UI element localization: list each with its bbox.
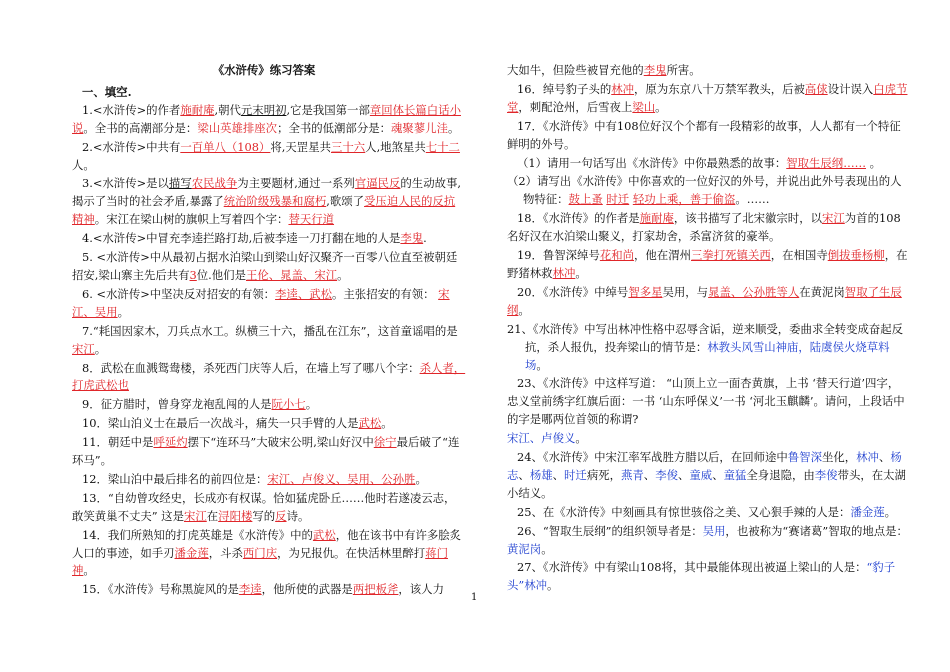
right-paragraph — [507, 173, 909, 209]
question-text: 1.<水浒传>的作者 — [82, 102, 181, 117]
question-text: 。 — [541, 541, 553, 556]
question-text: 25、在《水浒传》中刻画具有惊世骇俗之美、又心狠手辣的人是： — [517, 504, 851, 519]
question-text: 12．梁山泊中最后排名的前四位是： — [82, 471, 268, 486]
answer-text: 梁山英雄排座次 — [197, 120, 278, 135]
question-text: ，原为东京八十万禁军教头，后被 — [634, 81, 805, 96]
answer-text: 施耐庵 — [180, 102, 215, 117]
question-text: 。 — [337, 267, 349, 282]
answer-text: 王伦、晁盖、宋江 — [245, 267, 338, 282]
answer-text: 燕青 — [621, 467, 644, 482]
question-text: 为主要题材,通过一系列 — [237, 176, 355, 191]
question-text: 吴用，与 — [662, 284, 709, 299]
right-paragraph — [507, 118, 909, 154]
answer-text: 林冲 — [611, 81, 635, 96]
question-text: 。 — [83, 563, 95, 578]
question-text: 18．《水浒传》的作者是 — [517, 211, 640, 226]
question-text: 、 — [712, 467, 724, 482]
answer-text: 潘金莲 — [850, 504, 885, 519]
question-text: 20．《水浒传》中绰号 — [517, 284, 629, 299]
question-text: 。 — [547, 578, 559, 593]
question-text: 24、《水浒传》中宋江率军战胜方腊以后，在回师途中 — [517, 450, 788, 465]
left-paragraph — [72, 175, 466, 229]
question-text: 。全书的高潮部分是： — [83, 120, 198, 135]
question-text: 19．鲁智深绰号 — [517, 248, 600, 263]
question-text: 、 — [678, 467, 690, 482]
right-column — [507, 62, 909, 596]
question-text: 13．“自幼曾攻经史，长成亦有权谋。恰如猛虎卧丘……他时若遂凌云志，敢笑黄巢不丈夫” 这是 — [72, 490, 456, 523]
answer-text: 武松 — [312, 527, 336, 542]
right-paragraph — [507, 247, 909, 283]
question-text: 大如牛，但险些被冒充他的 — [507, 63, 644, 77]
question-text: 16．绰号豹子头的 — [517, 81, 612, 96]
question-text: 、 — [552, 467, 565, 482]
answer-text: 高俅 — [804, 81, 828, 96]
answer-text: 李俊 — [655, 467, 678, 482]
answer-text: 童猛 — [723, 467, 747, 482]
answer-text: 杨雄 — [529, 467, 553, 482]
right-paragraph — [507, 155, 909, 173]
right-paragraph — [507, 321, 909, 375]
answer-text: 童威 — [689, 467, 713, 482]
question-text: 。 — [884, 504, 897, 519]
right-paragraph — [507, 210, 909, 246]
question-text: 。 — [575, 265, 587, 280]
question-text: 的生动故事,揭示了当时的社会矛盾,暴露了 — [72, 176, 461, 209]
question-text: ，也被称为“赛诸葛”智取的地点是： — [725, 523, 908, 538]
question-text: 。 — [518, 302, 530, 317]
question-text: ,歌颂了 — [326, 194, 365, 209]
answer-text: “豹子头”林冲 — [507, 560, 896, 593]
question-text: 。 — [117, 304, 129, 319]
question-text: 全身退隐，由 — [746, 467, 815, 482]
answer-text: 李逵 — [238, 582, 262, 597]
answer-text: 替天行道 — [288, 212, 335, 227]
question-text: 11．朝廷中是 — [82, 435, 154, 450]
answer-text: 黄泥岗 — [507, 541, 542, 556]
answer-text: 宋江、吴用 — [72, 286, 450, 319]
answer-text: 林教头风雪山神庙，陆虞侯火烧草料场 — [525, 339, 890, 372]
answer-text: 宋江、卢俊义 — [507, 431, 576, 446]
question-text: ,它是我国第一部 — [286, 102, 370, 117]
right-paragraph — [507, 523, 909, 559]
answer-text: 吴用 — [702, 523, 726, 538]
left-paragraph — [72, 434, 466, 470]
right-paragraph — [507, 430, 909, 448]
question-text: 在 — [206, 508, 219, 523]
page-number: 1 — [471, 592, 478, 603]
question-text: 15．《水浒传》号称黑旋风的是 — [82, 582, 239, 597]
answer-text: 白虎节堂 — [507, 81, 908, 114]
answer-text: 倒拔垂杨柳 — [827, 248, 885, 263]
question-text: 设计误入 — [827, 81, 874, 96]
answer-text: 反 — [275, 508, 287, 523]
answer-text: 魂聚蓼儿洼 — [391, 120, 448, 135]
question-text: 10．梁山泊义士在最后一次战斗，痛失一只手臂的人是 — [82, 416, 359, 431]
answer-text: 呼延灼 — [153, 435, 188, 450]
answer-text: 宋江 — [821, 211, 845, 226]
question-text: ，他在该书中有许多脍炙人口的事迹，如手刃 — [72, 527, 462, 560]
question-text: （2）请写出《水浒传》中你喜欢的一位好汉的外号，并说出此外号表现出的人物特征： — [507, 174, 902, 207]
answer-text: 3 — [189, 267, 197, 282]
question-text: ，该人力 — [398, 582, 444, 597]
answer-text: 三十六 — [330, 139, 366, 154]
question-text: 。 — [305, 397, 318, 412]
right-paragraph — [507, 375, 909, 429]
right-paragraph — [507, 559, 909, 595]
question-text: 。 — [575, 431, 587, 446]
question-text: （1）请用一句话写出《水浒传》中你最熟悉的故事： — [517, 155, 787, 170]
question-text: ，刺配沧州，后雪夜上 — [518, 99, 633, 114]
answer-text: 官逼民反 — [354, 176, 401, 191]
answer-text: 受压迫人民的反抗精神 — [72, 194, 456, 227]
left-paragraph — [72, 471, 466, 489]
question-text: ；全书的低潮部分是： — [277, 120, 391, 135]
question-text: ，他在渭州 — [634, 248, 691, 263]
question-text: 。 — [447, 120, 460, 135]
answer-text: 宋江、卢俊义、吴用、公孙胜 — [267, 471, 416, 486]
answer-text: 两把板斧 — [352, 582, 399, 597]
left-paragraph — [72, 139, 466, 175]
question-text: 坐化， — [821, 450, 857, 465]
answer-text: 李逵、武松 — [275, 286, 333, 301]
answer-text: 浔阳楼 — [218, 508, 253, 523]
right-paragraph — [507, 504, 909, 522]
right-paragraph — [507, 449, 909, 503]
question-text: 。…… — [735, 192, 770, 207]
question-text: 4.<水浒传>中冒充李逵拦路打劫,后被李逵一刀打翻在地的人是 — [82, 231, 401, 246]
question-text: 、 — [643, 467, 656, 482]
left-column — [72, 62, 466, 600]
question-text: 3.<水浒传>是以 — [82, 176, 169, 191]
question-text: 摆下“连环马”大破宋公明,梁山好汉中 — [187, 435, 374, 450]
question-text: ，为兄报仇。在快活林里醉打 — [277, 545, 426, 560]
answer-text: 时迁 — [564, 467, 587, 482]
question-text: 5. <水浒传>中从最初占据水泊梁山到梁山好汉聚齐一百零八位直至被朝廷招安,梁山寨主先后共有 — [72, 250, 458, 282]
question-text: 17．《水浒传》中有108位好汉个个都有一段精彩的故事，人人都有一个特征鲜明的外号。 — [507, 118, 901, 151]
answer-text: 潘金莲 — [174, 545, 209, 560]
question-text: 位.他们是 — [196, 267, 246, 282]
question-text: 。主张招安的有领： — [332, 286, 439, 301]
question-text: 23、《水浒传》中这样写道： “山顶上立一面杏黄旗，上书 ‘替天行道’四字，忠义堂前绣字红旗后面：一书 ‘山东呼保义’一书 ‘河北玉麒麟’。请问，上段话中的字是哪两位首领的称谓? — [507, 376, 905, 427]
left-paragraph — [72, 230, 466, 248]
answer-text: 梁山 — [632, 99, 656, 114]
left-paragraph — [72, 581, 466, 599]
question-text: ，该书描写了北宋徽宗时，以 — [673, 211, 822, 226]
left-paragraph — [72, 102, 466, 138]
question-text: 写的 — [252, 508, 276, 523]
answer-text: 章回体长篇白话小说 — [72, 102, 461, 135]
answer-text: 智取了生辰纲 — [507, 284, 902, 317]
section-heading: 一、填空. — [82, 84, 132, 99]
question-text: 6. <水浒传>中坚决反对招安的有领： — [82, 286, 276, 301]
answer-text: 描写 — [168, 176, 192, 191]
question-text: 病死， — [586, 467, 621, 482]
question-text: 、 — [878, 450, 891, 465]
left-paragraphs — [72, 102, 466, 599]
question-text: 人。 — [72, 157, 95, 172]
answer-text: 鲁智深 — [787, 450, 822, 465]
answer-text: 施耐庵 — [639, 211, 674, 226]
question-text: ,朝代 — [214, 102, 241, 117]
question-text: 。宋江在梁山树的旗帜上写着四个字： — [94, 212, 289, 227]
answer-text: 李鬼 — [400, 231, 424, 246]
answer-text: 鼓上蚤 — [568, 192, 603, 207]
question-text: 为首的108名好汉在水泊梁山聚义，打家劫舍，杀富济贫的豪举。 — [507, 211, 901, 244]
left-paragraph — [72, 286, 466, 322]
answer-text: 西门庆 — [242, 545, 278, 560]
question-text: 8．武松在血溅鸳鸯楼，杀死西门庆等人后，在墙上写了哪八个字： — [82, 360, 420, 375]
answer-text: 蒋门神 — [72, 545, 448, 578]
answer-text: 李鬼 — [643, 63, 667, 77]
right-paragraphs — [507, 62, 909, 595]
question-text: 将,天罡星共 — [270, 139, 331, 154]
question-text: 所害。 — [666, 63, 701, 77]
question-text: 在黄泥岗 — [799, 284, 845, 299]
question-text: 7.“耗国因家木，刀兵点水工。纵横三十六，播乱在江东”，这首童谣唱的是 — [82, 323, 458, 338]
answer-text: 元末明初 — [240, 102, 287, 117]
question-text: 14．我们所熟知的打虎英雄是《水浒传》中的 — [82, 527, 313, 542]
answer-text: 杀人者，打虎武松也 — [72, 360, 466, 393]
question-text: 带头，在太湖小结义。 — [507, 467, 906, 500]
question-text: 人,地煞星共 — [365, 139, 426, 154]
left-paragraph — [72, 396, 466, 414]
answer-text: 七十二 — [425, 139, 460, 154]
question-text: 。 — [655, 99, 667, 114]
left-paragraph — [72, 360, 466, 396]
question-text: 。 — [536, 357, 548, 372]
question-text: 诗。 — [286, 508, 310, 523]
question-text: 最后破了“连环马”。 — [72, 435, 460, 468]
question-text: 21、《水浒传》中写出林冲性格中忍辱含诟，逆来顺受，委曲求全转变成奋起反抗，杀人报仇，投奔梁山的情节是： — [507, 321, 904, 354]
right-paragraph — [507, 81, 909, 117]
right-paragraph — [507, 284, 909, 320]
question-text: 。 — [415, 471, 427, 486]
answer-text: 宋江 — [72, 341, 95, 356]
answer-text: 杨志 — [507, 450, 902, 482]
question-text: ，斗杀 — [208, 545, 243, 560]
answer-text: 时迁 — [606, 192, 630, 207]
question-text: ，在相国寺 — [770, 248, 828, 263]
doc-title: 《水浒传》练习答案 — [212, 63, 316, 77]
left-paragraph — [72, 323, 466, 359]
question-text: ，他所使的武器是 — [261, 582, 353, 597]
left-paragraph — [72, 527, 466, 581]
question-text: . — [423, 231, 427, 246]
left-paragraph — [72, 249, 466, 285]
question-text: 9．征方腊时，曾身穿龙袍乱闯的人是 — [82, 397, 272, 412]
answer-text: 宋江 — [183, 508, 207, 523]
answer-text: 李俊 — [814, 467, 838, 482]
answer-text: 智多星 — [628, 284, 663, 299]
question-text: ，在野猪林救 — [507, 248, 908, 280]
question-text: 2.<水浒传>中共有 — [82, 139, 181, 154]
answer-text: 三拳打死镇关西 — [691, 248, 771, 263]
question-text: 26、“智取生辰纲”的组织领导者是： — [517, 523, 703, 538]
answer-text: 智取生辰纲…… — [786, 155, 866, 170]
answer-text: 农民战争 — [191, 176, 238, 191]
question-text: 、 — [518, 467, 530, 482]
question-text: 。 — [381, 416, 393, 431]
answer-text: 花和尚 — [599, 248, 635, 263]
answer-text: 轻功上乘，善于偷盗 — [632, 192, 736, 207]
answer-text: 统治阶级残暴和腐朽 — [223, 194, 327, 209]
question-text: 27、《水浒传》中有梁山108将，其中最能体现出被逼上梁山的人是： — [517, 560, 867, 575]
left-paragraph — [72, 490, 466, 526]
answer-text: 一百单八（108） — [180, 139, 271, 154]
question-text: 。 — [865, 155, 881, 170]
answer-text: 林冲 — [856, 450, 879, 465]
right-paragraph — [507, 62, 909, 80]
answer-text: 阮小七 — [271, 397, 306, 412]
left-paragraph — [72, 415, 466, 433]
answer-text: 晁盖、公孙胜等人 — [708, 284, 800, 299]
answer-text: 林冲 — [552, 265, 576, 280]
question-text: 。 — [94, 341, 107, 356]
answer-text: 武松 — [358, 416, 382, 431]
answer-text: 徐宁 — [373, 435, 397, 450]
